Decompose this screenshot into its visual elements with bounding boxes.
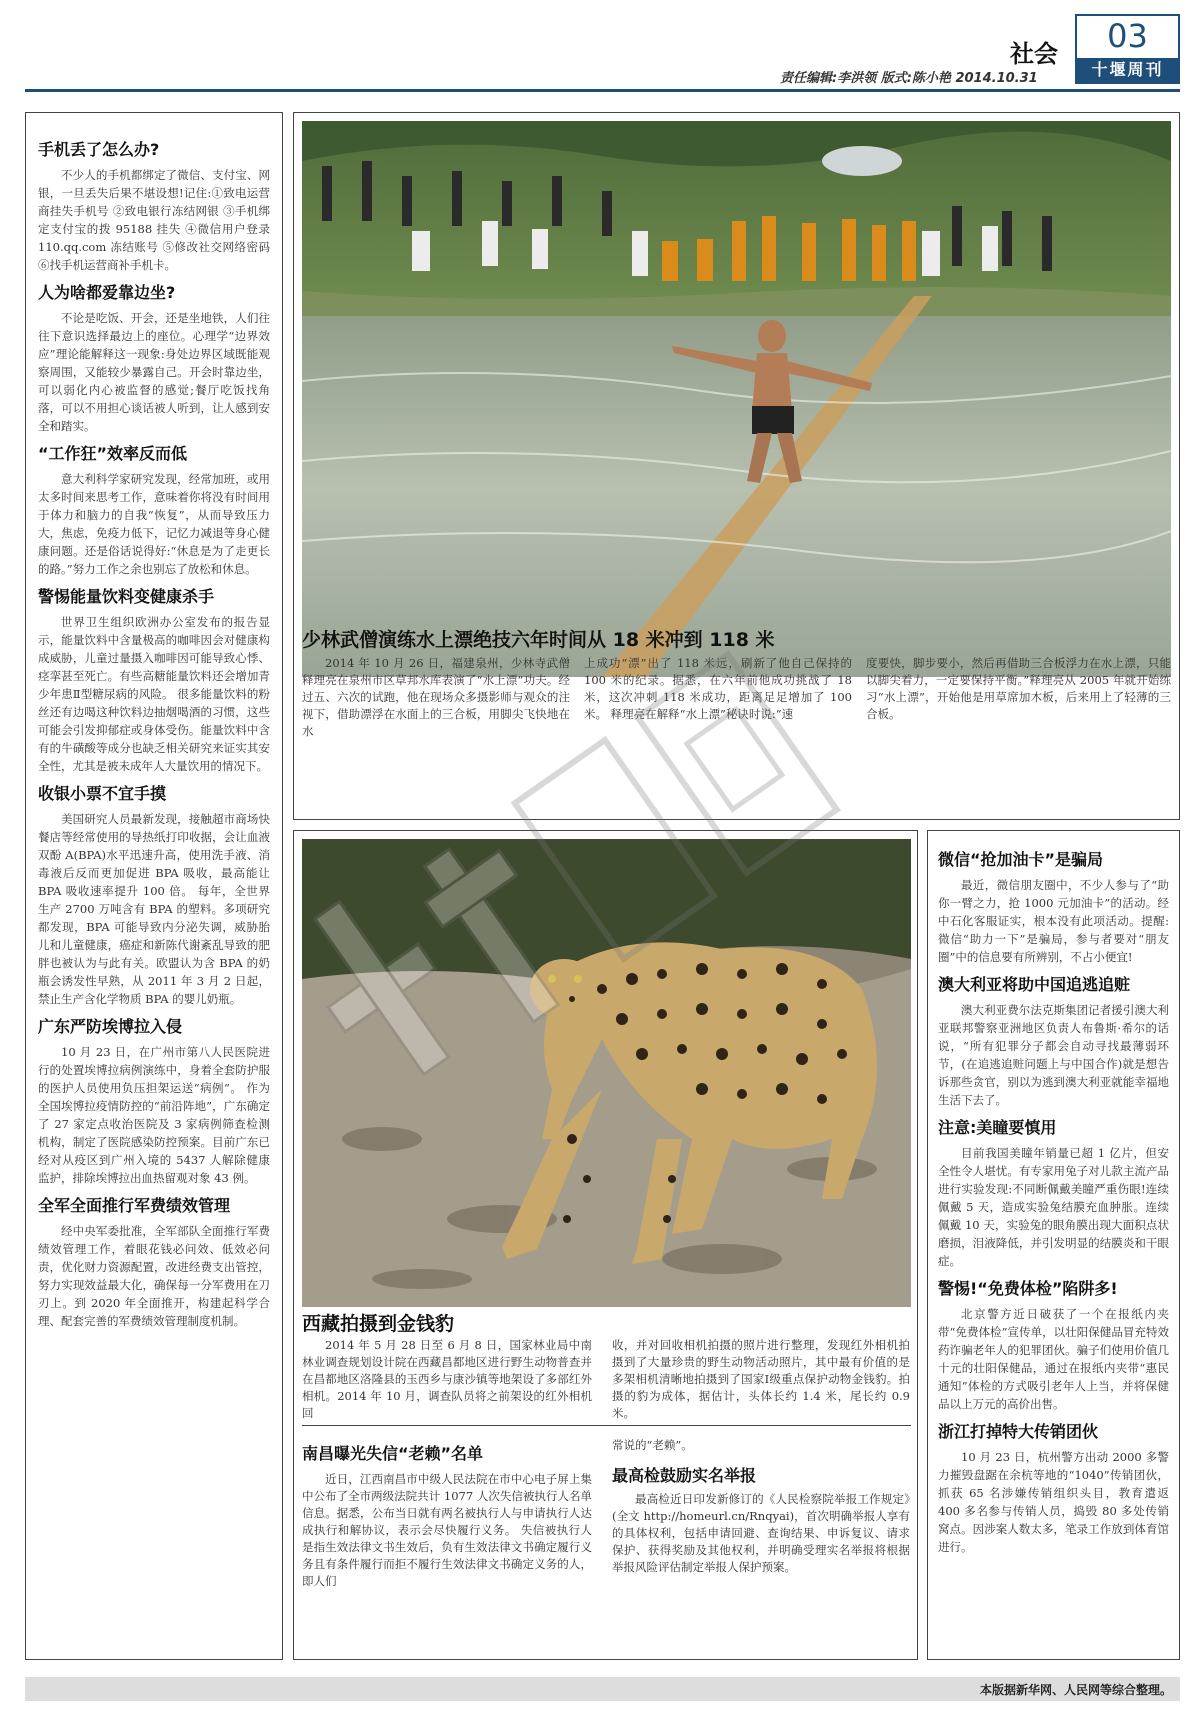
leopard-story-col-2: 收，并对回收相机拍摄的照片进行整理，发现红外相机拍摄到了大量珍贵的野生动物活动照片，其中最有价值的是多架相机清晰地拍摄到了国家Ⅰ级重点保护动物金钱豹。拍摄的豹为成体，据估计，头体长约 1.4 米，尾长约 0.9 米。: [612, 1338, 910, 1420]
middle-stories: [293, 830, 918, 1660]
newspaper-brand: 十堰周刊: [1077, 58, 1178, 82]
top-story-col-3: 度要快，脚步要小，然后再借助三合板浮力在水上漂，只能以脚尖着力，一定要保持平衡。”释理亮从 2005 年就开始练习“水上漂”，开始他是用草席加木板，后来用上了轻薄的三合板。: [866, 656, 1171, 721]
brief-text: 目前我国美瞳年销量已超 1 亿片，但安全性令人堪忧。有专家用兔子对儿款主流产品进行实验发现:不同断佩戴美瞳严重伤眼!连续佩戴 5 天，造成实验兔结膜充血肿胀。连续佩戴 10 天，实验兔的眼角膜出现大面积点状磨损，泪液降低，并引发明显的结膜炎和干眼症。: [938, 1146, 1169, 1268]
brief-title: 手机丢了怎么办?: [38, 140, 160, 159]
brief-text: 10 月 23 日，在广州市第八人民医院进行的处置埃博拉病例演练中，身着全套防护服的医护人员使用负压担架运送“病例”。 作为全国埃博拉疫情防控的“前沿阵地”，广东确定了 27 家定点收治医院及 3 家病例筛查检测机构，制定了医院感染防控预案。目前广东已经对从疫区到广州入境的 5437 人解除健康监护，排除埃博拉出血热留观对象 43 例。: [38, 1045, 270, 1185]
footer-source-note: 本版据新华网、人民网等综合整理。: [979, 1683, 1172, 1697]
leopard-photo: [302, 839, 911, 1307]
masthead: [0, 0, 1200, 95]
brief-title: 警惕!“免费体检”陷阱多!: [938, 1279, 1118, 1298]
brief-title: 收银小票不宜手摸: [38, 784, 167, 803]
top-story-col-1: 2014 年 10 月 26 日，福建泉州，少林寺武僧释理亮在泉州市区草邦水库表演了“水上漂”功夫。经过五、六次的试跑，他在现场众多摄影师与观众的注视下，借助漂浮在水面上的三合板，用脚尖飞快地在水: [302, 656, 570, 738]
brief-text: 世界卫生组织欧洲办公室发布的报告显示，能量饮料中含量极高的咖啡因会对健康构成威胁，儿童过量摄入咖啡因可能导致心悸、痉挛甚至死亡。有些高糖能量饮料还会增加青少年患Ⅱ型糖尿病的风险。 很多能量饮料的粉丝还有边喝这种饮料边抽烟喝酒的习惯，这些可能会引发抑郁症或身体受伤。能量饮料中含有的牛磺酸等成分也缺乏相关研究来证实其安全性，尤其是被未成年人大量饮用的情况下。: [38, 615, 270, 773]
brief-text: 北京警方近日破获了一个在报纸内夹带“免费体检”宣传单，以壮阳保健品冒充特效药诈骗老年人的犯罪团伙。骗子们使用价值几十元的壮阳保健品，通过在报纸内夹带“惠民通知”体检的方式吸引老年人上当，并将保健品以上万元的高价出售。: [938, 1307, 1169, 1411]
nanchang-story-title: 南昌曝光失信“老赖”名单: [302, 1444, 484, 1463]
story-divider: [302, 1425, 911, 1426]
leopard-story-title: 西藏拍摄到金钱豹: [302, 1313, 455, 1335]
top-story-col-2: 上成功“漂”出了 118 米远，刷新了他自己保持的 100 米的纪录。据悉，在六年前他成功挑战了 18 米，这次冲刺 118 米成功，距离足足增加了 100 米。 释理亮在解释“水上漂”秘诀时说:“速: [584, 656, 852, 721]
brief-text: 最近，微信朋友圈中，不少人参与了“助你一臂之力，抢 1000 元加油卡”的活动。经中石化客服证实，根本没有此项活动。提醒:微信“助力一下”是骗局，参与者要对“朋友圈”中的信息要有所辨别，不占小便宜!: [938, 878, 1169, 964]
brief-text: 意大利科学家研究发现，经常加班，或用太多时间来思考工作，意味着你将没有时间用于体力和脑力的自我“恢复”，从而导致压力大，焦虑，免疫力低下，记忆力减退等身心健康问题。还是俗话说得好:“休息是为了走更长的路。”努力工作之余也别忘了放松和休息。: [38, 472, 270, 576]
section-name: 社会: [1010, 40, 1058, 68]
brief-text: 不少人的手机都绑定了微信、支付宝、网银，一旦丢失后果不堪设想!记住:①致电运营商挂失手机号 ②致电银行冻结网银 ③手机绑定支付宝的拨 95188 挂失 ④微信用户登录 110.qq.com 冻结账号 ⑤修改社交网络密码 ⑥找手机运营商补手机卡。: [38, 168, 270, 272]
brief-item: [938, 1276, 1169, 1413]
procuratorate-story-title: 最高检鼓励实名举报: [612, 1466, 757, 1485]
leopard-story-col-1: 2014 年 5 月 28 日至 6 月 8 日，国家林业局中南林业调查规划设计院在西藏昌都地区进行野生动物普查并在昌都地区洛隆县的玉西乡与康沙镇等地架设了多部红外相机。2014 年 10 月，调查队员将之前架设的红外相机回: [302, 1338, 592, 1420]
page-number-box: [1075, 14, 1180, 84]
brief-title: 微信“抢加油卡”是骗局: [938, 850, 1104, 869]
brief-item: [938, 1115, 1169, 1270]
brief-title: 全军全面推行军费绩效管理: [38, 1196, 231, 1215]
monk-water-run-photo: [302, 121, 1171, 677]
brief-title: “工作狂”效率反而低: [38, 444, 188, 463]
top-story: [293, 112, 1180, 820]
brief-item: [38, 1193, 270, 1330]
brief-item: [38, 280, 270, 435]
brief-title: 广东严防埃博拉入侵: [38, 1017, 183, 1036]
nanchang-story-continued: 常说的“老赖”。: [612, 1438, 693, 1452]
brief-text: 美国研究人员最新发现，接触超市商场快餐店等经常使用的导热纸打印收据，会让血液双酚 A(BPA)水平迅速升高，使用洗手液、消毒液后反而更加促进 BPA 吸收，最高能让 BPA 吸收速率提升 100 倍。 每年，全世界生产 2700 万吨含有 BPA 的塑料。多项研究都发现，BPA 可能导致内分泌失调，威胁胎儿和儿童健康，癌症和新陈代谢紊乱导致的肥胖也被认为与此有关。欧盟认为含 BPA 的奶瓶会诱发性早熟，从 2011 年 3 月 2 日起，禁止生产含化学物质 BPA 的婴儿奶瓶。: [38, 812, 270, 1006]
brief-item: [938, 1419, 1169, 1556]
brief-title: 注意:美瞳要慎用: [938, 1118, 1057, 1137]
brief-item: [38, 781, 270, 1008]
brief-item: [938, 847, 1169, 966]
brief-title: 澳大利亚将助中国追逃追赃: [938, 975, 1131, 994]
brief-item: [38, 441, 270, 578]
brief-text: 澳大利亚费尔法克斯集团记者援引澳大利亚联邦警察亚洲地区负责人布鲁斯·希尔的话说，“所有犯罪分子都会自动寻找最薄弱环节，(在追逃追赃问题上与中国合作)就是想告诉那些贪官，别以为逃到澳大利亚就能幸福地生活下去了。: [938, 1003, 1169, 1107]
right-briefs-column: [927, 830, 1180, 1660]
left-briefs-column: [25, 112, 283, 1660]
footer-bar: [25, 1677, 1180, 1701]
nanchang-story-text: 近日，江西南昌市中级人民法院在市中心电子屏上集中公布了全市两级法院共计 1077 人次失信被执行人名单信息。据悉，公布当日就有两名被执行人与申请执行人达成执行和解协议，表示会尽快履行义务。 失信被执行人是指生效法律文书生效后，负有生效法律文书确定履行义务且有条件履行而拒不履行生效法律文书确定义务的人，即人们: [302, 1472, 592, 1588]
top-story-title: 少林武僧演练水上漂绝技六年时间从 18 米冲到 118 米: [302, 629, 775, 651]
brief-text: 不论是吃饭、开会，还是坐地铁，人们往往下意识选择最边上的座位。心理学“边界效应”理论能解释这一现象:身处边界区域既能观察周围，又能较少暴露自己。开会时靠边坐，可以弱化内心被监督的感觉;餐厅吃饭找角落，可以不用担心谈话被人听到，让人感到安全和踏实。: [38, 311, 270, 433]
page-number: 03: [1107, 17, 1148, 55]
brief-item: [938, 972, 1169, 1109]
brief-title: 人为啥都爱靠边坐?: [38, 283, 176, 302]
brief-text: 经中央军委批准，全军部队全面推行军费绩效管理工作，着眼花钱必问效、低效必问责，优化财力资源配置，改进经费支出管控，努力实现效益最大化，确保每一分军费用在刀刃上。到 2020 年全面推开，构建起科学合理、配套完善的军费绩效管理制度机制。: [38, 1224, 270, 1328]
brief-text: 10 月 23 日，杭州警方出动 2000 多警力摧毁盘踞在余杭等地的“1040”传销团伙，抓获 65 名涉嫌传销组织头目，教育遣返 400 多名参与传销人员，捣毁 80 多处传销窝点。因涉案人数太多，笔录工作放到体育馆进行。: [938, 1450, 1169, 1554]
brief-item: [38, 1014, 270, 1187]
brief-item: [38, 584, 270, 775]
editor-credit: 责任编辑:李洪领 版式:陈小艳 2014.10.31: [780, 71, 1038, 86]
procuratorate-story-text: 最高检近日印发新修订的《人民检察院举报工作规定》(全文 http://homeurl.cn/Rnqyai)，首次明确举报人享有的具体权利，包括申请回避、查询结果、申诉复议、请求保护、获得奖励及其他权利，并明确受理实名举报将根据举报风险评估制定举报人保护预案。: [612, 1492, 910, 1574]
brief-title: 浙江打掉特大传销团伙: [938, 1422, 1099, 1441]
masthead-rule: [25, 89, 1180, 92]
brief-item: [38, 137, 270, 274]
brief-title: 警惕能量饮料变健康杀手: [38, 587, 215, 606]
